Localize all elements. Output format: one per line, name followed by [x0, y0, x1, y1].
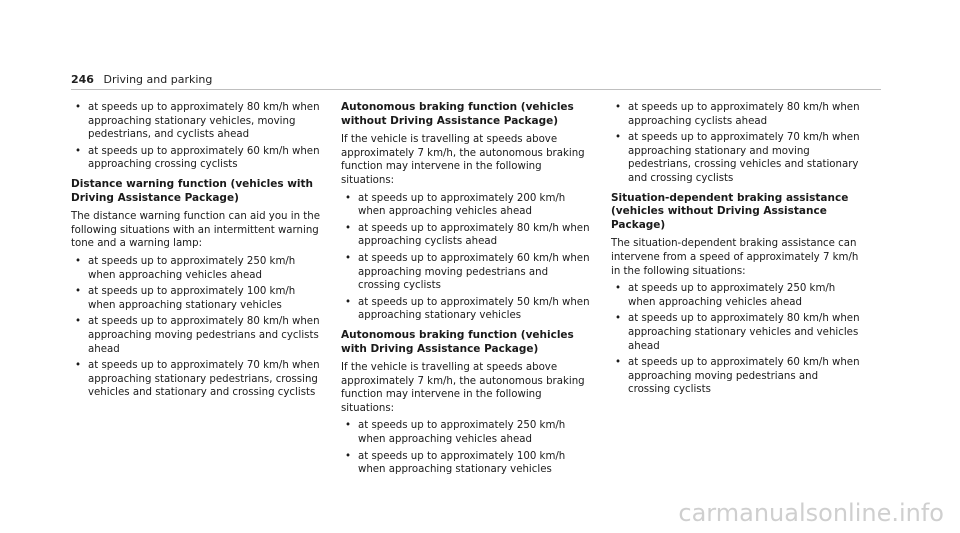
- autonomous-braking-with-list: [341, 419, 593, 476]
- watermark: carmanualsonline.info: [678, 499, 944, 527]
- list-item: • at speeds up to approximately 100 km/h when approaching stationary vehicles: [71, 285, 323, 312]
- page-header: [71, 73, 212, 86]
- list-item: • at speeds up to approximately 250 km/h when approaching vehicles ahead: [71, 255, 323, 282]
- situation-braking-paragraph: The situation-dependent braking assistance can intervene from a speed of approximately 7 km/h in the following situations:: [611, 238, 859, 277]
- autonomous-braking-without-heading: Autonomous braking function (vehicles without Driving Assistance Package): [341, 101, 574, 127]
- situation-braking-heading: Situation-dependent braking assistance (vehicles without Driving Assistance Package): [611, 191, 849, 231]
- list-item: • at speeds up to approximately 60 km/h when approaching moving pedestrians and crossing cyclists: [611, 356, 863, 397]
- list-item: • at speeds up to approximately 80 km/h when approaching cyclists ahead: [341, 222, 593, 249]
- list-item: • at speeds up to approximately 80 km/h when approaching moving pedestrians and cyclists ahead: [71, 315, 323, 356]
- autonomous-braking-without-paragraph: If the vehicle is travelling at speeds above approximately 7 km/h, the autonomous braking function may intervene in the following situations:: [341, 134, 585, 186]
- list-item: • at speeds up to approximately 80 km/h when approaching stationary vehicles, moving pedestrians, and cyclists ahead: [71, 101, 323, 142]
- autonomous-braking-with-paragraph: If the vehicle is travelling at speeds above approximately 7 km/h, the autonomous braking function may intervene in the following situations:: [341, 362, 585, 414]
- list-item: • at speeds up to approximately 50 km/h when approaching stationary vehicles: [341, 296, 593, 323]
- column-1: [71, 101, 323, 403]
- list-item: • at speeds up to approximately 60 km/h when approaching moving pedestrians and crossing cyclists: [341, 252, 593, 293]
- situation-braking-list: [611, 282, 863, 397]
- list-item: • at speeds up to approximately 250 km/h when approaching vehicles ahead: [611, 282, 863, 309]
- section-title: Driving and parking: [103, 73, 213, 86]
- page-number: 246: [71, 73, 94, 86]
- column-3: [611, 101, 863, 400]
- continued-list: [611, 101, 863, 186]
- list-item: • at speeds up to approximately 250 km/h when approaching vehicles ahead: [341, 419, 593, 446]
- distance-warning-paragraph: The distance warning function can aid you in the following situations with an intermittent warning tone and a warning lamp:: [71, 211, 320, 250]
- list-item: • at speeds up to approximately 80 km/h when approaching cyclists ahead: [611, 101, 863, 128]
- autonomous-braking-without-list: [341, 192, 593, 323]
- distance-warning-list: [71, 255, 323, 400]
- intro-list: [71, 101, 323, 172]
- distance-warning-heading: Distance warning function (vehicles with Driving Assistance Package): [71, 177, 314, 204]
- list-item: • at speeds up to approximately 60 km/h when approaching crossing cyclists: [71, 145, 323, 172]
- list-item: • at speeds up to approximately 100 km/h when approaching stationary vehicles: [341, 450, 593, 477]
- list-item: • at speeds up to approximately 70 km/h when approaching stationary pedestrians, crossing vehicles and stationary and crossing cyclists: [71, 359, 323, 400]
- header-rule: [71, 89, 881, 90]
- list-item: • at speeds up to approximately 70 km/h when approaching stationary and moving pedestrians, crossing vehicles and stationary and crossing cyclists: [611, 131, 863, 185]
- list-item: • at speeds up to approximately 80 km/h when approaching stationary vehicles and vehicles ahead: [611, 312, 863, 353]
- column-2: [341, 101, 593, 480]
- autonomous-braking-with-heading: Autonomous braking function (vehicles with Driving Assistance Package): [341, 328, 574, 355]
- list-item: • at speeds up to approximately 200 km/h when approaching vehicles ahead: [341, 192, 593, 219]
